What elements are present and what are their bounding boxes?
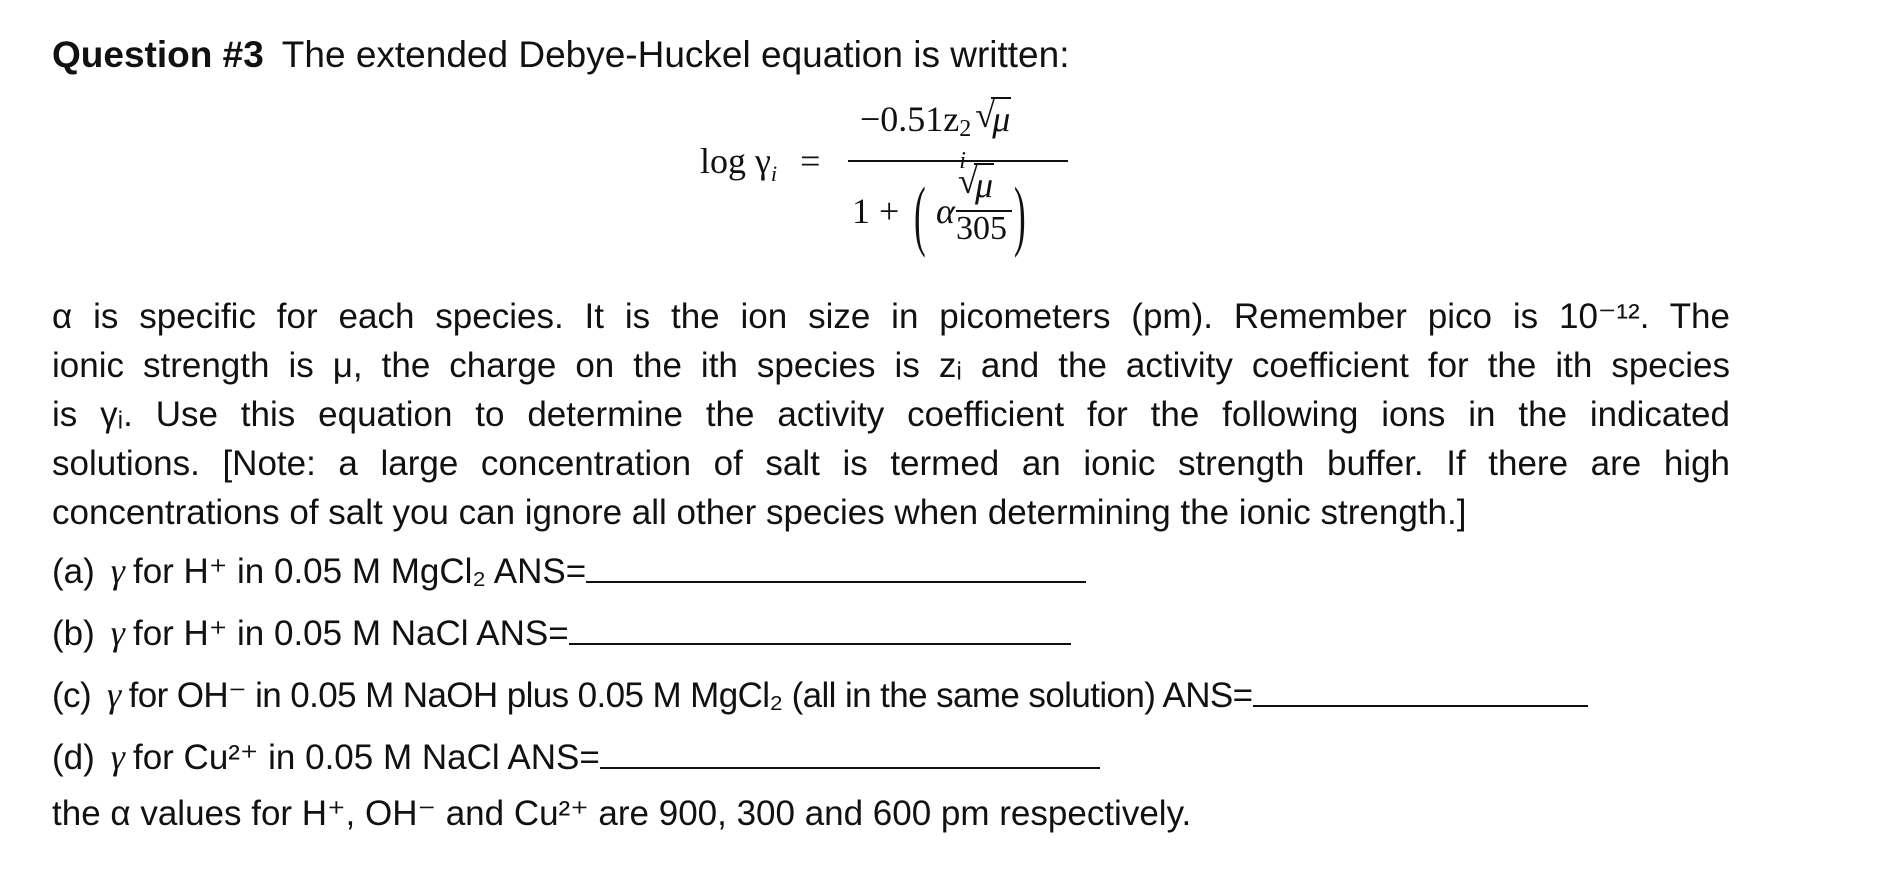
question-c — [52, 674, 1588, 716]
debye-huckel-equation — [700, 100, 1090, 270]
explanation-paragraph — [52, 292, 1730, 537]
answer-blank-a[interactable] — [586, 553, 1086, 583]
right-paren: ) — [1014, 171, 1026, 258]
den-sqrt-mu: μ — [975, 165, 994, 205]
left-paren: ( — [914, 171, 926, 258]
equation-numerator: −0.51z 2 √ μ — [860, 98, 1011, 140]
question-text: for Cu²⁺ in 0.05 M NaCl ANS= — [132, 738, 600, 777]
paragraph-line: is γᵢ. Use this equation to determine the activity coefficient for the following ions in the indicated — [52, 395, 1730, 434]
equals-sign: = — [800, 141, 821, 181]
question-heading — [52, 34, 1070, 76]
answer-blank-c[interactable] — [1253, 677, 1588, 707]
equation-lhs — [700, 140, 821, 187]
question-number: Question #3 — [52, 34, 264, 75]
numerator-coefficient: −0.51z — [860, 99, 960, 139]
log-gamma: log γ — [700, 141, 771, 181]
den-305: 305 — [956, 210, 1007, 247]
lhs-subscript: i — [770, 161, 778, 187]
question-b — [52, 612, 1071, 654]
numerator-sqrt — [975, 98, 1011, 140]
sqrt-mu: μ — [992, 99, 1011, 139]
alpha-values-note: the α values for H⁺, OH⁻ and Cu²⁺ are 900, 300 and 600 pm respectively. — [52, 794, 1192, 833]
question-label: (c) — [52, 676, 92, 715]
equation-denominator — [852, 165, 1082, 268]
den-sqrt — [958, 164, 994, 206]
question-text: for H⁺ in 0.05 M NaCl ANS= — [132, 614, 569, 653]
gamma-symbol: γ — [110, 613, 125, 653]
paragraph-line: ionic strength is μ, the charge on the ith species is zᵢ and the activity coefficient for the ith species — [52, 346, 1730, 385]
question-intro: The extended Debye-Huckel equation is written: — [281, 34, 1070, 75]
denominator-one-plus: 1 + — [852, 191, 900, 231]
question-label: (b) — [52, 614, 95, 653]
question-d — [52, 736, 1100, 778]
gamma-symbol: γ — [110, 551, 125, 591]
answer-blank-d[interactable] — [600, 739, 1100, 769]
gamma-symbol: γ — [107, 675, 121, 715]
question-text: for H⁺ in 0.05 M MgCl₂ ANS= — [132, 552, 587, 591]
question-label: (a) — [52, 552, 95, 591]
question-a — [52, 550, 1086, 592]
paragraph-line: α is specific for each species. It is the ion size in picometers (pm). Remember pico is 10⁻¹². The — [52, 297, 1730, 336]
paragraph-line: concentrations of salt you can ignore all other species when determining the ionic strength.] — [52, 493, 1467, 532]
paragraph-line: solutions. [Note: a large concentration of salt is termed an ionic strength buffer. If there are high — [52, 444, 1730, 483]
gamma-symbol: γ — [110, 737, 125, 777]
question-text: for OH⁻ in 0.05 M NaOH plus 0.05 M MgCl₂ (all in the same solution) ANS= — [128, 676, 1253, 715]
alpha-symbol: α — [936, 191, 955, 231]
answer-blank-b[interactable] — [569, 615, 1071, 645]
question-label: (d) — [52, 738, 95, 777]
